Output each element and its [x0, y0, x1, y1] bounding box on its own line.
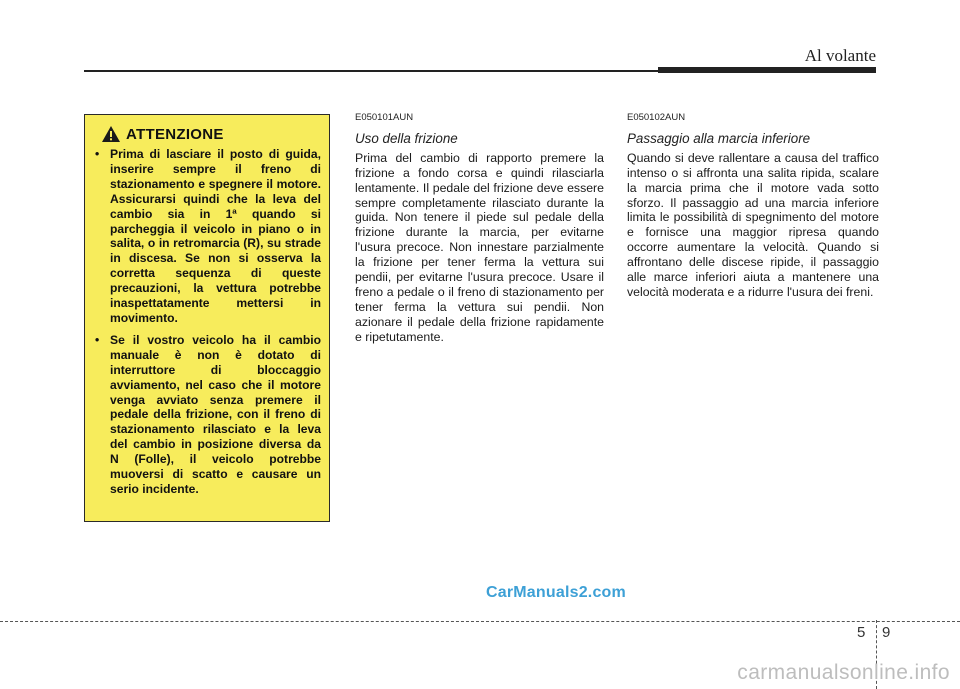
- section-clutch: [355, 111, 604, 345]
- site-watermark: carmanualsonline.info: [737, 661, 950, 684]
- footer-rule: [0, 621, 960, 622]
- page-number: 9: [882, 624, 891, 641]
- header-rule: [84, 70, 658, 72]
- section-title: Passaggio alla marcia inferiore: [627, 130, 811, 146]
- section-title: Uso della frizione: [355, 130, 458, 146]
- section-code: E050101AUN: [355, 112, 414, 123]
- warning-title: ATTENZIONE: [126, 125, 224, 143]
- warning-item: • Prima di lasciare il posto di guida, inserire sempre il freno di stazionamento e spegnere il motore. Assicurarsi quindi che la leva del cambio sia in 1ª quando si parcheggia il veicolo in piano o in salita, o in retromarcia (R), su strade in discesa. Se non si osserva la corretta sequenza di queste precauzioni, la vettura potrebbe inaspettatamente mettersi in movimento.: [93, 147, 321, 326]
- header-title: Al volante: [804, 46, 876, 65]
- section-body: Prima del cambio di rapporto premere la frizione a fondo corsa e quindi rilasciarla lentamente. Il pedale del frizione deve essere sempre completamente rilasciato durante la guida. Non tenere il piede sul pedale della frizione durante la marcia, per evitarne l'usura precoce. Non innestare parzialmente la frizione per tener ferma la vettura sui pendii, per evitarne l'usura precoce. Usare il freno a pedale o il freno di stazionamento per tener ferma la vettura sui pendii. Non azionare il pedale della frizione rapidamente e ripetutamente.: [355, 150, 604, 344]
- warning-item: • Se il vostro veicolo ha il cambio manuale è non è dotato di interruttore di bloccaggio avviamento, nel caso che il motore venga avviato senza premere il pedale della frizione, con il freno di stazionamento rilasciato e la leva del cambio in posizione diversa da N (Folle), il veicolo potrebbe muoversi di scatto e causare un serio incidente.: [93, 333, 321, 497]
- chapter-number: 5: [857, 624, 866, 641]
- watermark-link[interactable]: CarManuals2.com: [486, 584, 626, 601]
- warning-box: [84, 114, 330, 522]
- section-body: Quando si deve rallentare a causa del traffico intenso o si affronta una salita ripida, scalare la marcia prima che il motore vada sotto sforzo. Il passaggio ad una marcia inferiore limita le possibilità di spegnimento del motore e fornisce una maggior ripresa quando occorre aumentare la velocità. Quando si affrontano delle discese ripide, il passaggio alle marce inferiori aiuta a mantenere una velocità moderata e a ridurre l'usura dei freni.: [627, 150, 879, 299]
- section-code: E050102AUN: [627, 112, 686, 123]
- warning-list: [93, 147, 321, 497]
- warning-header: [101, 125, 321, 143]
- warning-triangle-icon: [101, 125, 121, 143]
- header-rule-accent: [658, 67, 876, 73]
- section-downshift: [627, 111, 879, 300]
